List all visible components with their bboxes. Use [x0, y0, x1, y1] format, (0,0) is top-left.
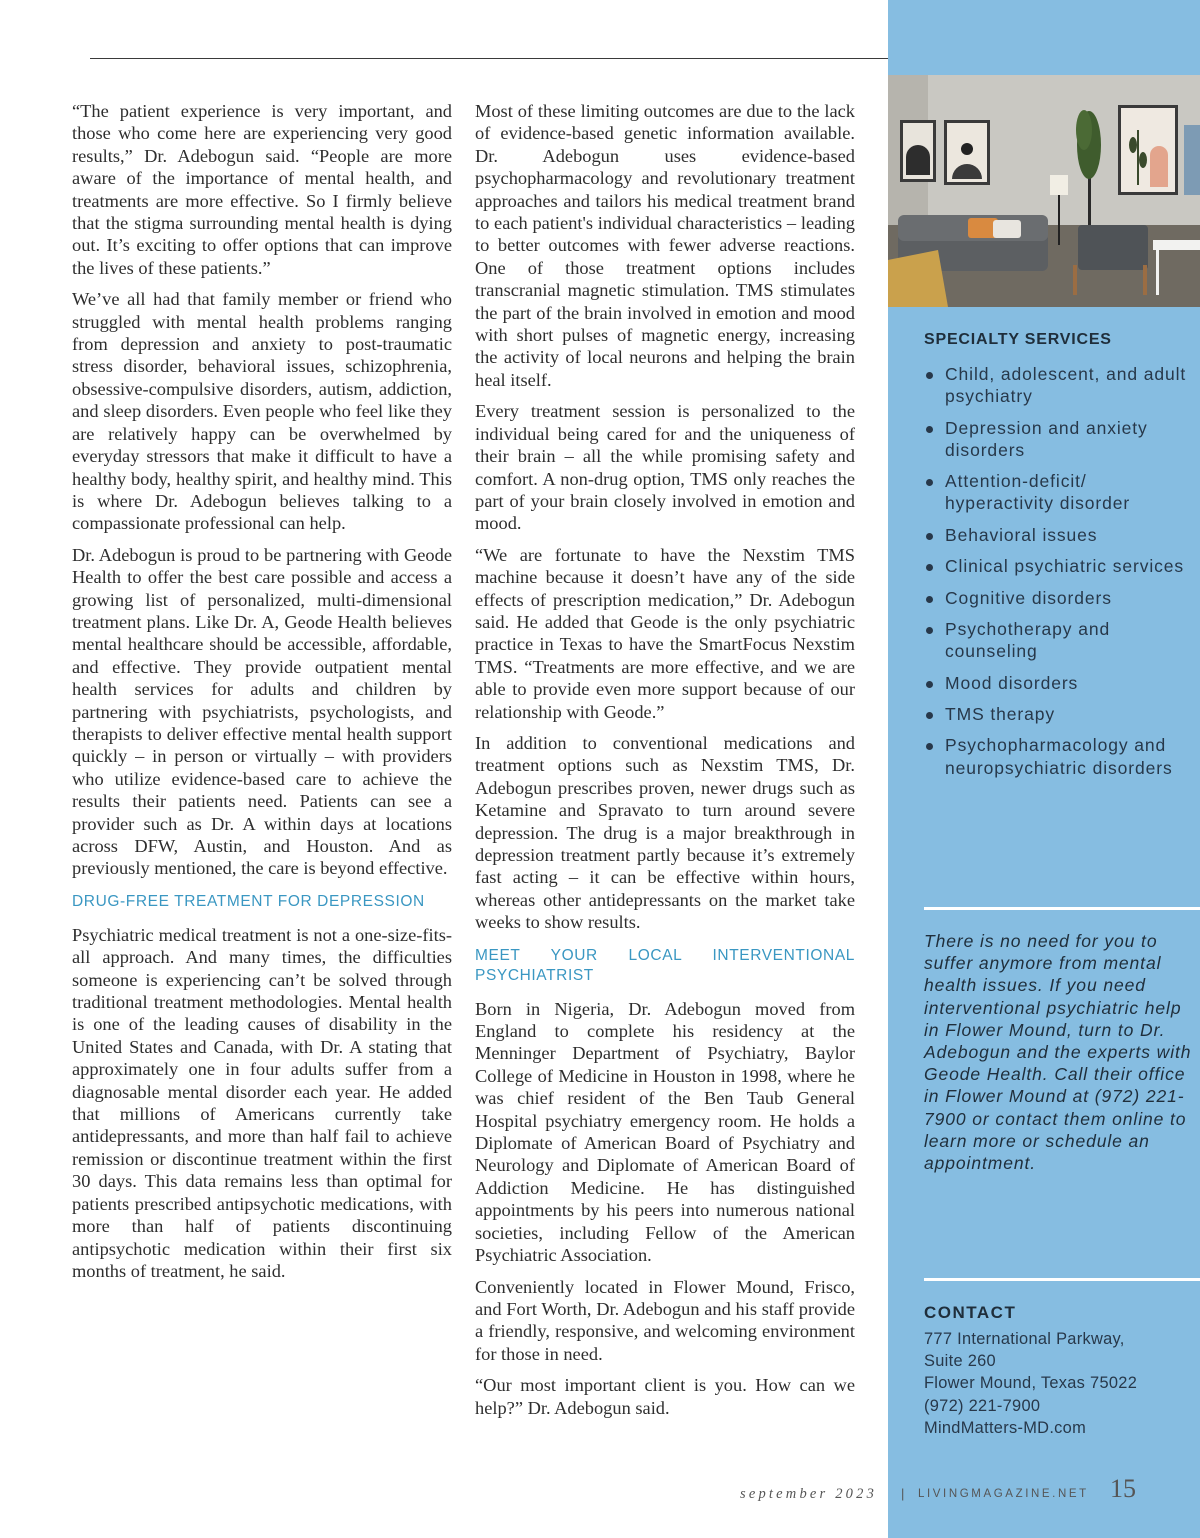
office-photo	[888, 75, 1200, 307]
specialty-services-heading: SPECIALTY SERVICES	[924, 331, 1112, 348]
list-item	[924, 672, 1194, 694]
bullet-icon	[926, 743, 933, 750]
contact-city: Flower Mound, Texas 75022	[924, 1374, 1138, 1393]
paragraph: In addition to conventional medications and treatment options such as Nexstim TMS, Dr. Adebogun prescribes proven, newer drugs such as Ketamine and Spravato to turn around severe depression. The drug is a major breakthrough in depression treatment partly because it’s extremely fast acting – it can be effective within hours, whereas other antidepressants on the market take weeks to show results.	[475, 732, 855, 933]
service-label: Clinical psychiatric services	[945, 556, 1185, 577]
page-number: 15	[1110, 1474, 1136, 1503]
article-column-middle	[475, 100, 855, 1428]
bullet-icon	[926, 596, 933, 603]
paragraph: Psychiatric medical treatment is not a one-size-fits-all approach. And many times, the difficulties someone is experiencing can’t be solved through traditional treatment methodologies. Mental health is one of the leading causes of disability in the United States and Canada, with Dr. A stating that approximately one in four adults suffer from a diagnosable mental disorder each year. He added that millions of Americans currently take antidepressants, and more than half fail to achieve remission or discontinue treatment within the first 30 days. This data remains less than optimal for patients prescribed antipsychotic medications, with more than half of patients discontinuing antipsychotic medication within their first six months of treatment, he said.	[72, 924, 452, 1281]
paragraph: Most of these limiting outcomes are due to the lack of evidence-based genetic information available. Dr. Adebogun uses evidence-based psychopharmacology and revolutionary treatment approaches and tailors his medical treatment brand to each patient's individual characteristics – leading to better outcomes with fewer adverse reactions. One of those treatment options includes transcranial magnetic stimulation. TMS stimulates the part of the brain involved in emotion and mood with short pulses of magnetic energy, increasing the activity of local neurons and helping the brain heal itself.	[475, 101, 855, 390]
bullet-icon	[926, 681, 933, 688]
contact-website: MindMatters-MD.com	[924, 1418, 1087, 1437]
paragraph: Born in Nigeria, Dr. Adebogun moved from England to complete his residency at the Menninger Department of Psychiatry, Baylor College of Medicine in Houston in 1998, where he was chief resident of the Ben Taub General Hospital psychiatry emergency room. He holds a Diplomate of American Board of Psychiatry and Neurology and Diplomate of American Board of Addiction Medicine. He has distinguished appointments by his peers into numerous national societies, including Fellow of the American Psychiatric Association.	[475, 998, 855, 1266]
footer-issue-date: september 2023	[740, 1486, 878, 1502]
list-item	[924, 587, 1194, 609]
bullet-icon	[926, 479, 933, 486]
bullet-icon	[926, 627, 933, 634]
list-item	[924, 524, 1194, 546]
paragraph: We’ve all had that family member or friend who struggled with mental health problems ranging from depression and anxiety to post-traumatic stress disorder, behavioral issues, schizophrenia, obsessive-compulsive disorders, autism, addiction, and sleep disorders. Even people who feel like they are relatively happy can be overwhelmed by everyday stressors that make it difficult to have a healthy body, healthy spirit, and healthy mind. This is where Dr. Adebogun believes talking to a compassionate professional can help.	[72, 289, 452, 534]
article-column-left	[72, 100, 452, 1291]
sidebar-divider	[924, 907, 1200, 910]
contact-heading: CONTACT	[924, 1303, 1017, 1322]
paragraph: Conveniently located in Flower Mound, Frisco, and Fort Worth, Dr. Adebogun and his staff provide a friendly, responsive, and welcoming environment for those in need.	[475, 1276, 855, 1364]
list-item	[924, 618, 1194, 662]
service-label: Psychotherapy and counseling	[945, 618, 1111, 662]
service-label: Child, adolescent, and adult psychiatry	[945, 364, 1187, 407]
paragraph: “We are fortunate to have the Nexstim TMS machine because it doesn’t have any of the side effects of prescription medication,” Dr. Adebogun said. He added that Geode is the only psychiatric practice in Texas to have the SmartFocus Nexstim TMS. “Treatments are more effective, and we are able to provide even more support because of our relationship with Geode.”	[475, 544, 855, 722]
paragraph: “Our most important client is you. How can we help?” Dr. Adebogun said.	[475, 1375, 855, 1418]
service-label: Behavioral issues	[945, 524, 1098, 545]
service-label: Cognitive disorders	[945, 587, 1112, 608]
contact-phone: (972) 221-7900	[924, 1396, 1041, 1415]
bullet-icon	[926, 372, 933, 379]
paragraph: Every treatment session is personalized to the individual being cared for and the uniqueness of their brain – all the while promising safety and comfort. A non-drug option, TMS only reaches the part of your brain closely involved in emotion and mood.	[475, 401, 855, 534]
contact-info	[924, 1328, 1194, 1439]
service-label: TMS therapy	[945, 703, 1056, 724]
service-label: Psychopharmacology and neuropsychiatric disorders	[945, 735, 1173, 778]
list-item	[924, 470, 1194, 514]
contact-address-line: 777 International Parkway,	[924, 1330, 1125, 1348]
list-item	[924, 363, 1194, 407]
service-label: Mood disorders	[945, 672, 1079, 693]
list-item	[924, 703, 1194, 725]
bullet-icon	[926, 426, 933, 433]
call-to-action-quote: There is no need for you to suffer anymore from mental health issues. If you need interventional psychiatric help in Flower Mound, turn to Dr. Adebogun and the experts with Geode Health. Call their office in Flower Mound at (972) 221-7900 or contact them online to learn more or schedule an appointment.	[924, 931, 1192, 1174]
list-item	[924, 555, 1194, 577]
list-item	[924, 734, 1194, 778]
service-label: Depression and anxiety disorders	[945, 417, 1148, 460]
sidebar-divider	[924, 1278, 1200, 1281]
contact-address-line: Suite 260	[924, 1352, 996, 1371]
paragraph: Dr. Adebogun is proud to be partnering with Geode Health to offer the best care possible and access a growing list of personalized, multi-dimensional treatment plans. Like Dr. A, Geode Health believes mental healthcare should be accessible, affordable, and effective. They provide outpatient mental health services for adults and children by partnering with psychiatrists, psychologists, and therapists to deliver effective mental health support quickly – in person or virtually – with providers who utilize evidence-based care to achieve the results their patients need. Patients can see a provider such as Dr. A within days at locations across DFW, Austin, and Houston. And as previously mentioned, the care is beyond effective.	[72, 544, 452, 879]
service-label: Attention-deficit/ hyperactivity disorder	[945, 471, 1131, 514]
specialty-services-list	[924, 363, 1194, 788]
top-rule	[90, 58, 888, 59]
footer-website: LIVINGMAGAZINE.NET	[918, 1488, 1089, 1500]
footer-separator: |	[901, 1486, 905, 1501]
list-item	[924, 417, 1194, 461]
bullet-icon	[926, 712, 933, 719]
bullet-icon	[926, 564, 933, 571]
paragraph: “The patient experience is very important, and those who come here are experiencing very good results,” Dr. Adebogun said. “People are more aware of the importance of mental health, and treatments are more effective. So I firmly believe that the stigma surrounding mental health is dying out. It’s exciting to offer options that can improve the lives of these patients.”	[72, 101, 452, 278]
bullet-icon	[926, 533, 933, 540]
section-heading: DRUG-FREE TREATMENT FOR DEPRESSION	[72, 892, 425, 910]
section-heading: MEET YOUR LOCAL INTERVENTIONAL PSYCHIATRIST	[475, 946, 855, 984]
